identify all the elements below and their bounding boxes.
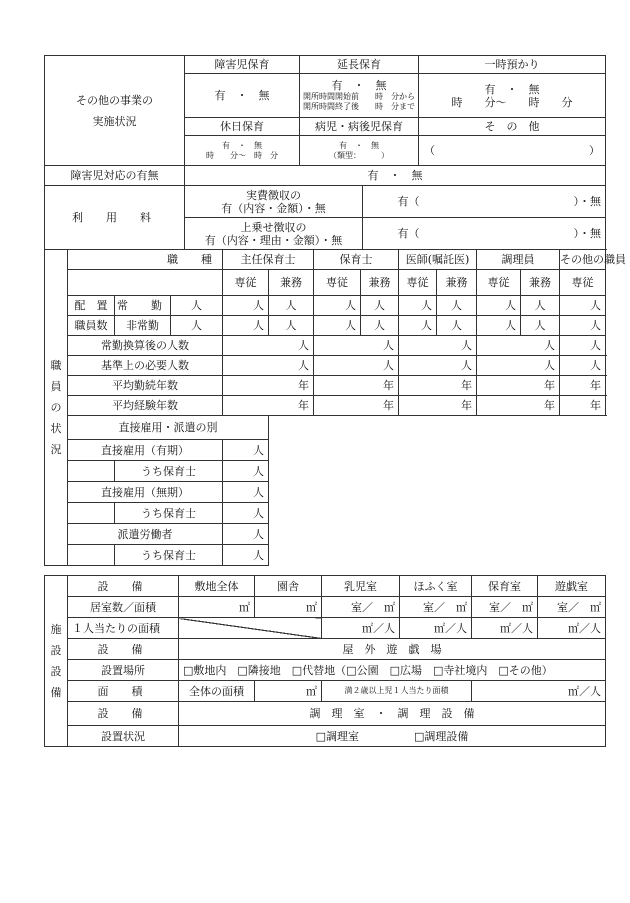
unit: ㎡／人 <box>538 618 606 639</box>
disabled-support-label: 障害児対応の有無 <box>45 166 185 186</box>
fees-table <box>44 165 606 250</box>
sub-concurrent: 兼務 <box>361 270 399 296</box>
unit: ㎡／人 <box>472 618 538 639</box>
unit: 人 <box>361 316 399 336</box>
avg-experience-label: 平均経験年数 <box>68 396 223 416</box>
unit: 人 <box>223 482 269 503</box>
kitchen-options: □調理室 □調理設備 <box>179 726 606 747</box>
required-label: 基準上の必要人数 <box>68 356 223 376</box>
unit: 年 <box>314 376 399 396</box>
sub-dedicated: 専従 <box>560 270 606 296</box>
fulltime-label: 常 勤 <box>115 296 171 316</box>
room-site: 敷地全体 <box>179 576 255 597</box>
outdoor-label: 屋 外 遊 戯 場 <box>179 639 606 660</box>
unit: 人 <box>223 545 269 566</box>
fte-label: 常勤換算後の人数 <box>68 336 223 356</box>
equip-label-kitchen: 設 備 <box>68 702 179 726</box>
location-label: 設置場所 <box>68 660 179 681</box>
unit: 室／ ㎡ <box>538 597 606 618</box>
per-child-area-label: 満２歳以上児１人当たり面積 <box>322 681 472 702</box>
actual-fee-label: 実費徴収の 有（内容・金額）・無 <box>185 186 363 218</box>
unit: ㎡／人 <box>400 618 472 639</box>
staff-section-label: 職員の状況 <box>45 250 68 566</box>
disabled-care-value: 有 ・ 無 <box>185 74 300 118</box>
unit: 人 <box>477 356 560 376</box>
facility-section-label: 施設設備 <box>45 576 68 747</box>
indent <box>68 503 115 524</box>
unit: 年 <box>560 396 606 416</box>
sick-care-header: 病児・病後児保育 <box>300 118 419 136</box>
unit: 人 <box>560 356 606 376</box>
other-header: そ の 他 <box>419 118 606 136</box>
unit: 人 <box>314 296 361 316</box>
employment-title: 直接雇用・派遣の別 <box>68 416 269 440</box>
of-which-nursery-label: うち保育士 <box>115 545 223 566</box>
room-nursery: 保育室 <box>472 576 538 597</box>
extra-fee-label: 上乗せ徴収の 有（内容・理由・金額）・無 <box>185 218 363 250</box>
holiday-care-value: 有 ・ 無 <box>222 140 262 150</box>
dispatch-label: 派遣労働者 <box>68 524 223 545</box>
unit: 年 <box>560 376 606 396</box>
unit: 人 <box>223 461 269 482</box>
count-label: 職員数 <box>68 316 115 336</box>
disabled-care-header: 障害児保育 <box>185 56 300 74</box>
indent <box>68 545 115 566</box>
job-nurse: 保育士 <box>314 250 399 270</box>
unit: 人 <box>314 356 399 376</box>
job-other: その他の職員 <box>560 250 606 270</box>
extended-care-value: 有 ・ 無 <box>331 79 387 92</box>
unit: 人 <box>399 336 477 356</box>
unit: 人 <box>560 336 606 356</box>
room-building: 園舎 <box>255 576 322 597</box>
equip-label: 設 備 <box>68 576 179 597</box>
unit: 年 <box>314 396 399 416</box>
extra-fee-value: 有（ ）・無 <box>363 218 606 250</box>
holiday-care-cell <box>185 136 300 166</box>
holiday-care-time: 時 分～ 時 分 <box>206 150 278 160</box>
room-play: 遊戯室 <box>538 576 606 597</box>
actual-fee-value: 有（ ）・無 <box>363 186 606 218</box>
unit: 人 <box>223 524 269 545</box>
unit: 人 <box>314 336 399 356</box>
unit: 人 <box>437 316 477 336</box>
temporary-care-value: 有 ・ 無 <box>484 82 540 96</box>
unit: 人 <box>223 356 314 376</box>
other-services-table <box>44 55 606 166</box>
job-type-label: 職 種 <box>68 250 223 270</box>
sub-concurrent: 兼務 <box>521 270 560 296</box>
unit: 人 <box>437 296 477 316</box>
unit: 人 <box>521 316 560 336</box>
unit: 人 <box>171 296 223 316</box>
unit: 年 <box>477 376 560 396</box>
area-label: 面 積 <box>68 681 179 702</box>
unit: 人 <box>269 296 314 316</box>
unit: ㎡ <box>255 597 322 618</box>
diagonal-blank <box>179 618 322 639</box>
unit: 人 <box>399 296 437 316</box>
avg-tenure-label: 平均勤続年数 <box>68 376 223 396</box>
temporary-care-time: 時 分～ 時 分 <box>451 95 573 109</box>
extended-care-header: 延長保育 <box>300 56 419 74</box>
direct-fixed-label: 直接雇用（有期） <box>68 440 223 461</box>
room-infant: 乳児室 <box>322 576 400 597</box>
unit: 人 <box>560 296 606 316</box>
job-cook: 調理員 <box>477 250 560 270</box>
temporary-care-cell <box>419 74 606 118</box>
unit: 人 <box>477 336 560 356</box>
sub-dedicated: 専従 <box>399 270 437 296</box>
assign-label: 配 置 <box>68 296 115 316</box>
unit: ㎡／人 <box>472 681 606 702</box>
room-crawling: ほふく室 <box>400 576 472 597</box>
install-label: 設置状況 <box>68 726 179 747</box>
blank-area <box>269 416 606 566</box>
unit: 人 <box>521 296 560 316</box>
unit: 室／ ㎡ <box>472 597 538 618</box>
unit: 室／ ㎡ <box>400 597 472 618</box>
indent <box>68 461 115 482</box>
unit: 人 <box>477 296 521 316</box>
equip-label-outdoor: 設 備 <box>68 639 179 660</box>
unit: 年 <box>399 376 477 396</box>
extended-care-cell <box>300 74 419 118</box>
unit: 人 <box>314 316 361 336</box>
of-which-nursery-label: うち保育士 <box>115 503 223 524</box>
holiday-care-header: 休日保育 <box>185 118 300 136</box>
extended-after: 開所時間終了後 時 分まで <box>303 102 415 111</box>
unit: ㎡ <box>255 681 322 702</box>
unit: 年 <box>477 396 560 416</box>
unit: 人 <box>361 296 399 316</box>
location-options: □敷地内 □隣接地 □代替地（□公園 □広場 □寺社境内 □その他） <box>179 660 606 681</box>
unit: 人 <box>171 316 223 336</box>
sub-concurrent: 兼務 <box>269 270 314 296</box>
unit: 人 <box>223 316 269 336</box>
parttime-label: 非常勤 <box>115 316 171 336</box>
unit: ㎡／人 <box>322 618 400 639</box>
other-value: （ ） <box>419 136 606 166</box>
sub-dedicated: 専従 <box>223 270 269 296</box>
unit: 人 <box>223 440 269 461</box>
total-area-label: 全体の面積 <box>179 681 255 702</box>
sub-dedicated: 専従 <box>477 270 521 296</box>
job-blank <box>68 270 223 296</box>
direct-indefinite-label: 直接雇用（無期） <box>68 482 223 503</box>
disabled-support-value: 有 ・ 無 <box>185 166 606 186</box>
sub-dedicated: 専従 <box>314 270 361 296</box>
other-services-label: その他の事業の 実施状況 <box>45 56 185 166</box>
unit: 人 <box>560 316 606 336</box>
unit: 人 <box>269 316 314 336</box>
sub-concurrent: 兼務 <box>437 270 477 296</box>
unit: 人 <box>223 503 269 524</box>
job-doctor: 医師(嘱託医) <box>399 250 477 270</box>
per-person-label: １人当たりの面積 <box>68 618 179 639</box>
unit: 年 <box>399 396 477 416</box>
unit: 人 <box>223 336 314 356</box>
extended-before: 開所時間開始前 時 分から <box>303 92 415 101</box>
unit: 人 <box>399 316 437 336</box>
sick-care-type: （類型： ） <box>329 150 389 160</box>
unit: 人 <box>477 316 521 336</box>
unit: ㎡ <box>179 597 255 618</box>
temporary-care-header: 一時預かり <box>419 56 606 74</box>
unit: 人 <box>223 296 269 316</box>
kitchen-label: 調 理 室 ・ 調 理 設 備 <box>179 702 606 726</box>
facility-table <box>44 575 606 747</box>
unit: 室／ ㎡ <box>322 597 400 618</box>
room-area-label: 居室数／面積 <box>68 597 179 618</box>
of-which-nursery-label: うち保育士 <box>115 461 223 482</box>
staff-table <box>44 249 627 566</box>
job-chief-nurse: 主任保育士 <box>223 250 314 270</box>
unit: 年 <box>223 376 314 396</box>
unit: 年 <box>223 396 314 416</box>
unit: 人 <box>399 356 477 376</box>
fees-label: 利 用 料 <box>45 186 185 250</box>
sick-care-cell <box>300 136 419 166</box>
sick-care-value: 有 ・ 無 <box>339 140 379 150</box>
